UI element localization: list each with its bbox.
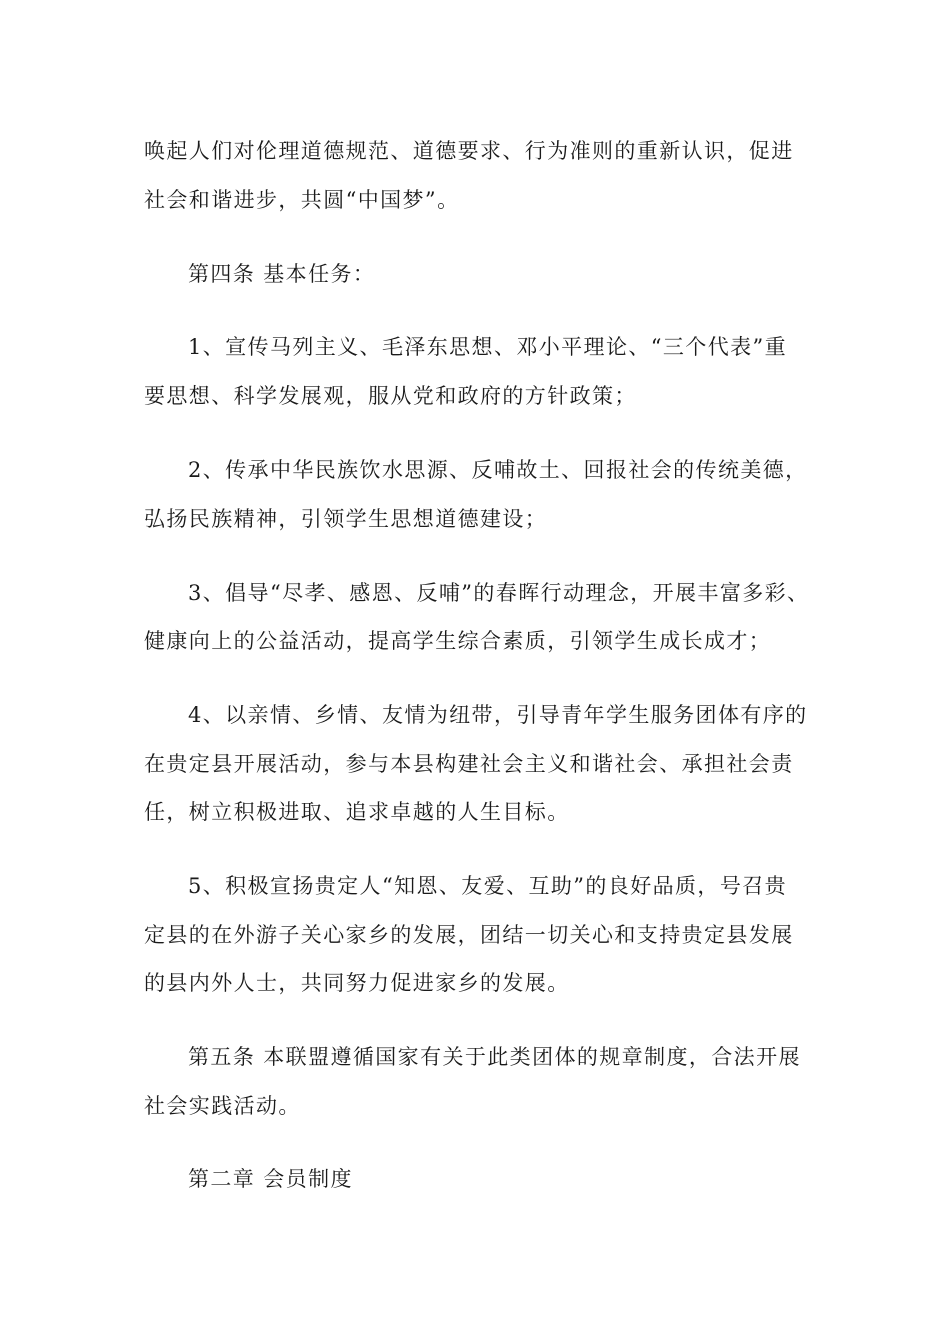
text-line: 5、积极宣扬贵定人“知恩、友爱、互助”的良好品质，号召贵 xyxy=(188,874,788,898)
text-line: 1、宣传马列主义、毛泽东思想、邓小平理论、“三个代表”重 xyxy=(188,335,788,359)
text-line: 社会实践活动。 xyxy=(144,1094,301,1118)
text-line: 3、倡导“尽孝、感恩、反哺”的春晖行动理念，开展丰富多彩、 xyxy=(188,581,810,605)
text-line: 任，树立积极进取、追求卓越的人生目标。 xyxy=(144,800,570,824)
text-line: 4、以亲情、乡情、友情为纽带，引导青年学生服务团体有序的 xyxy=(188,703,808,727)
text-line: 要思想、科学发展观，服从党和政府的方针政策； xyxy=(144,384,637,408)
text-line: 社会和谐进步，共圆“中国梦”。 xyxy=(144,188,460,212)
text-line: 的县内外人士，共同努力促进家乡的发展。 xyxy=(144,971,570,995)
chapter-heading: 第二章 会员制度 xyxy=(188,1167,353,1191)
text-line: 2、传承中华民族饮水思源、反哺故土、回报社会的传统美德， xyxy=(188,458,808,482)
text-line: 健康向上的公益活动，提高学生综合素质，引领学生成长成才； xyxy=(144,629,772,653)
text-line: 定县的在外游子关心家乡的发展，团结一切关心和支持贵定县发展 xyxy=(144,923,794,947)
text-line: 弘扬民族精神，引领学生思想道德建设； xyxy=(144,507,548,531)
text-line: 在贵定县开展活动，参与本县构建社会主义和谐社会、承担社会责 xyxy=(144,752,794,776)
text-line: 唤起人们对伦理道德规范、道德要求、行为准则的重新认识，促进 xyxy=(144,139,794,163)
article-heading: 第五条 本联盟遵循国家有关于此类团体的规章制度，合法开展 xyxy=(188,1045,801,1069)
article-heading: 第四条 基本任务： xyxy=(188,262,376,286)
